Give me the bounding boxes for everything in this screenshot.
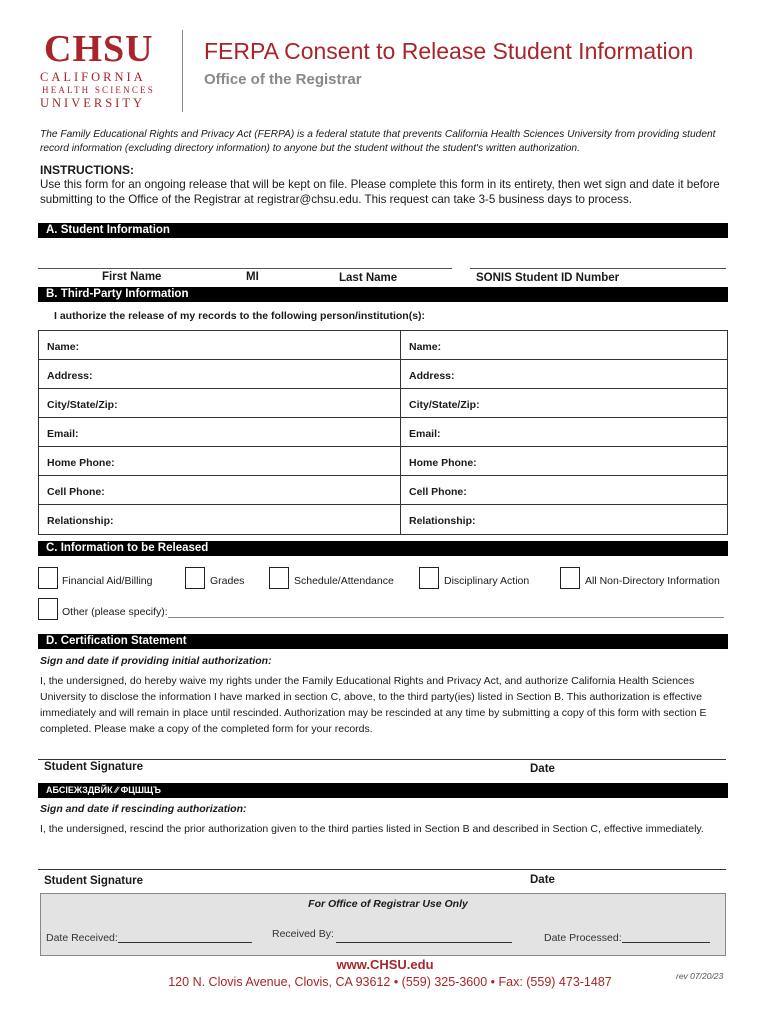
disciplinary-action-label: Disciplinary Action <box>444 575 530 587</box>
footer-url[interactable]: www.CHSU.edu <box>336 957 434 972</box>
logo-divider <box>182 30 183 112</box>
grid-row <box>39 476 727 505</box>
student-signature-label: Student Signature <box>44 761 144 773</box>
section-c-header: C. Information to be Released <box>38 541 728 556</box>
date-processed-label: Date Processed: <box>544 932 622 944</box>
other-specify-line[interactable] <box>168 617 724 618</box>
party1-city-field[interactable]: City/State/Zip: <box>39 389 401 417</box>
financial-aid-checkbox[interactable] <box>38 567 58 589</box>
date-label: Date <box>530 763 555 775</box>
rescind-signature-line[interactable] <box>38 869 726 870</box>
logo-line-health-sciences: HEALTH SCIENCES <box>42 85 155 95</box>
disciplinary-action-checkbox[interactable] <box>419 567 439 589</box>
party1-email-field[interactable]: Email: <box>39 418 401 446</box>
office-use-heading: For Office of Registrar Use Only <box>308 898 468 910</box>
all-non-directory-checkbox[interactable] <box>560 567 580 589</box>
all-non-directory-label: All Non-Directory Information <box>585 575 720 587</box>
grid-row <box>39 360 727 389</box>
logo-line-california: CALIFORNIA <box>40 70 146 84</box>
intro-text: The Family Educational Rights and Privacy Act (FERPA) is a federal statute that prevents California Health Sciences University from providing student record information (excluding directory information) to anyone but the student without the student's written authorization. <box>40 129 716 154</box>
date-processed-line[interactable] <box>622 942 710 943</box>
section-e-header: АБСІЕЖЗДВЙК ∕∕ ФЦШЩЪ <box>38 783 728 798</box>
mi-label: MI <box>246 271 259 283</box>
grid-row <box>39 505 727 534</box>
other-label: Other (please specify): <box>62 606 168 618</box>
instructions-text: Use this form for an ongoing release that will be kept on file. Please complete this form in its entirety, then wet sign and date it before submitting to the Office of the Registrar at registrar@chsu.edu. This request can take 3-5 business days to process. <box>40 178 720 206</box>
rescind-date-label: Date <box>530 874 555 886</box>
grades-label: Grades <box>210 575 245 587</box>
authorize-text: I authorize the release of my records to the following person/institution(s): <box>54 310 426 322</box>
date-received-label: Date Received: <box>46 932 118 944</box>
third-party-grid <box>38 330 728 535</box>
certification-statement: I, the undersigned, do hereby waive my rights under the Family Educational Rights and Privacy Act, and authorize California Health Sciences University to disclose the information I have marked in section C, above, to the third party(ies) listed in Section B. This authorization is effective immediately and will remain in place until rescinded. Authorization may be rescinded at any time by submitting a copy of this form with section E completed. Please make a copy of the completed form for your records. <box>40 675 707 735</box>
revision-date: rev 07/20/23 <box>676 971 724 981</box>
party1-address-field[interactable]: Address: <box>39 360 401 388</box>
first-name-label: First Name <box>102 271 162 283</box>
instructions-heading: INSTRUCTIONS: <box>40 163 134 177</box>
last-name-label: Last Name <box>339 272 398 284</box>
grid-row <box>39 418 727 447</box>
party1-cell-phone-field[interactable]: Cell Phone: <box>39 476 401 504</box>
page-title: FERPA Consent to Release Student Information <box>204 38 694 64</box>
received-by-line[interactable] <box>336 942 512 943</box>
other-checkbox[interactable] <box>38 598 58 620</box>
page-subtitle: Office of the Registrar <box>204 71 362 88</box>
rescind-statement: I, the undersigned, rescind the prior authorization given to the third parties listed in Section B and described in Section C, effective immediately. <box>40 823 704 835</box>
logo-wordmark: CHSU <box>44 28 154 70</box>
student-signature-line[interactable] <box>38 759 726 760</box>
student-name-line[interactable] <box>38 268 452 269</box>
party1-relationship-field[interactable]: Relationship: <box>39 505 401 534</box>
party1-name-field[interactable]: Name: <box>39 331 401 359</box>
student-id-label: SONIS Student ID Number <box>476 272 620 284</box>
received-by-label: Received By: <box>272 928 334 940</box>
party2-relationship-field[interactable]: Relationship: <box>409 515 476 527</box>
grid-row <box>39 331 727 360</box>
party2-city-field[interactable]: City/State/Zip: <box>409 399 480 411</box>
section-d-header: D. Certification Statement <box>38 634 728 649</box>
student-id-line[interactable] <box>470 268 726 269</box>
schedule-attendance-checkbox[interactable] <box>269 567 289 589</box>
party2-address-field[interactable]: Address: <box>409 370 455 382</box>
party2-home-phone-field[interactable]: Home Phone: <box>409 457 477 469</box>
rescind-signature-label: Student Signature <box>44 875 144 887</box>
section-a-header: A. Student Information <box>38 223 728 238</box>
footer-address: 120 N. Clovis Avenue, Clovis, CA 93612 • (559) 325-3600 • Fax: (559) 473-1487 <box>168 975 612 989</box>
financial-aid-label: Financial Aid/Billing <box>62 575 153 587</box>
party1-home-phone-field[interactable]: Home Phone: <box>39 447 401 475</box>
grades-checkbox[interactable] <box>185 567 205 589</box>
initial-authorization-prompt: Sign and date if providing initial authorization: <box>40 655 272 667</box>
party2-cell-phone-field[interactable]: Cell Phone: <box>409 486 467 498</box>
grid-row <box>39 389 727 418</box>
section-b-header: B. Third-Party Information <box>38 287 728 302</box>
rescind-authorization-prompt: Sign and date if rescinding authorization: <box>40 803 247 815</box>
grid-row <box>39 447 727 476</box>
date-received-line[interactable] <box>118 942 252 943</box>
schedule-attendance-label: Schedule/Attendance <box>294 575 394 587</box>
party2-email-field[interactable]: Email: <box>409 428 441 440</box>
logo-line-university: UNIVERSITY <box>40 96 145 110</box>
party2-name-field[interactable]: Name: <box>409 341 442 353</box>
